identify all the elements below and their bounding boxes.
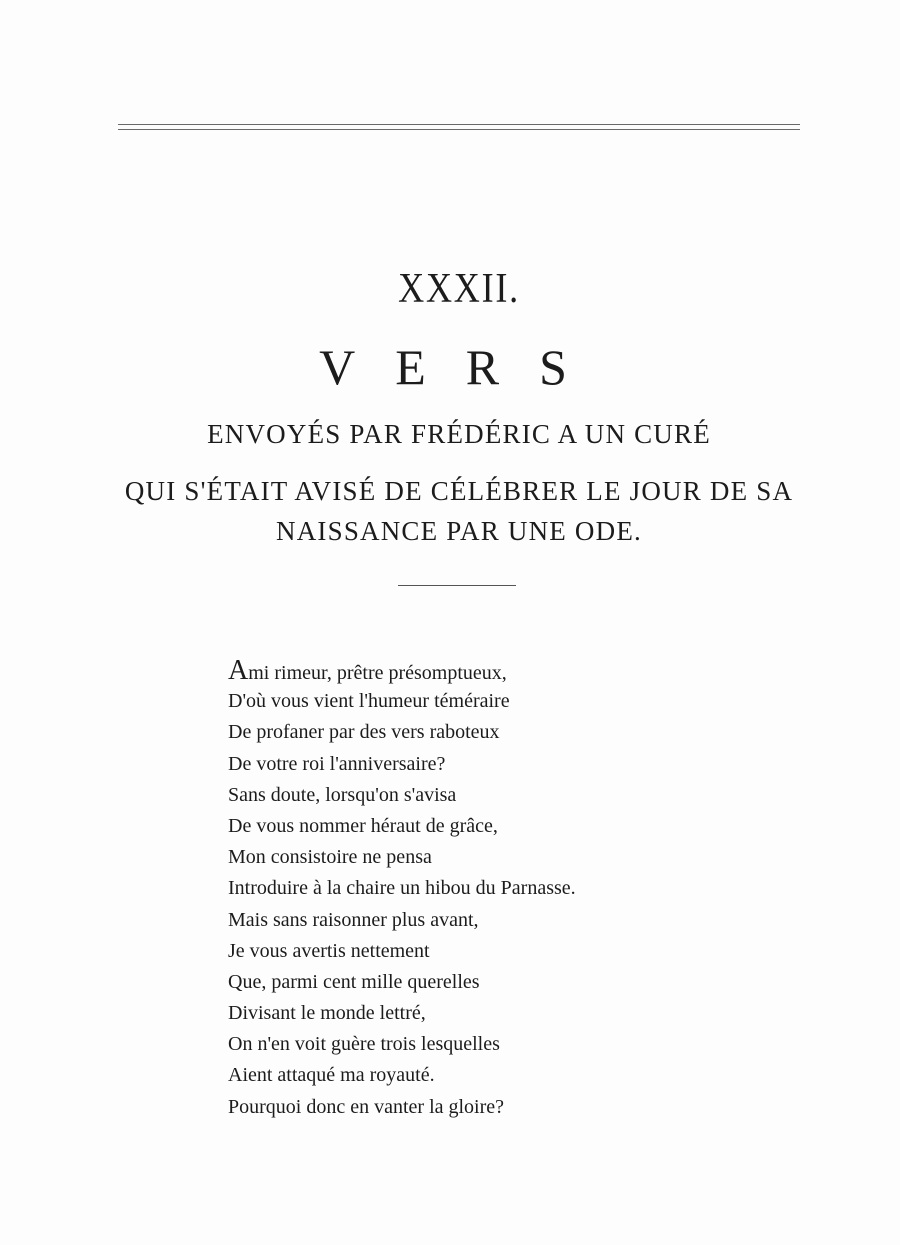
subtitle-line-3: NAISSANCE PAR UNE ODE.	[276, 516, 642, 546]
top-double-rule	[118, 124, 800, 130]
poem-line: Mais sans raisonner plus avant,	[228, 908, 479, 931]
poem-line: De profaner par des vers raboteux	[228, 721, 500, 744]
poem-line: De vous nommer héraut de grâce,	[228, 814, 498, 837]
subtitle-line-1: ENVOYÉS PAR FRÉDÉRIC A UN CURÉ	[207, 419, 711, 449]
poem-line: Divisant le monde lettré,	[228, 1002, 426, 1025]
section-divider	[398, 585, 516, 586]
poem-line: Pourquoi donc en vanter la gloire?	[228, 1095, 505, 1118]
poem-line: Mon consistoire ne pensa	[228, 846, 432, 869]
poem	[228, 655, 576, 1123]
poem-line: De votre roi l'anniversaire?	[228, 752, 446, 775]
chapter-numeral: XXXII.	[398, 266, 520, 312]
poem-line: Sans doute, lorsqu'on s'avisa	[228, 783, 457, 806]
poem-line: D'où vous vient l'humeur téméraire	[228, 690, 510, 713]
page-title: VERS	[319, 339, 607, 395]
poem-line: On n'en voit guère trois lesquelles	[228, 1033, 500, 1056]
poem-line: Introduire à la chaire un hibou du Parnasse.	[228, 877, 576, 900]
subtitle-line-2: QUI S'ÉTAIT AVISÉ DE CÉLÉBRER LE JOUR DE SA	[124, 476, 794, 506]
poem-line: Ami rimeur, prêtre présomptueux,	[228, 655, 507, 686]
poem-line: Aient attaqué ma royauté.	[228, 1064, 435, 1087]
poem-line: Que, parmi cent mille querelles	[228, 970, 480, 993]
poem-line: Je vous avertis nettement	[228, 939, 430, 962]
